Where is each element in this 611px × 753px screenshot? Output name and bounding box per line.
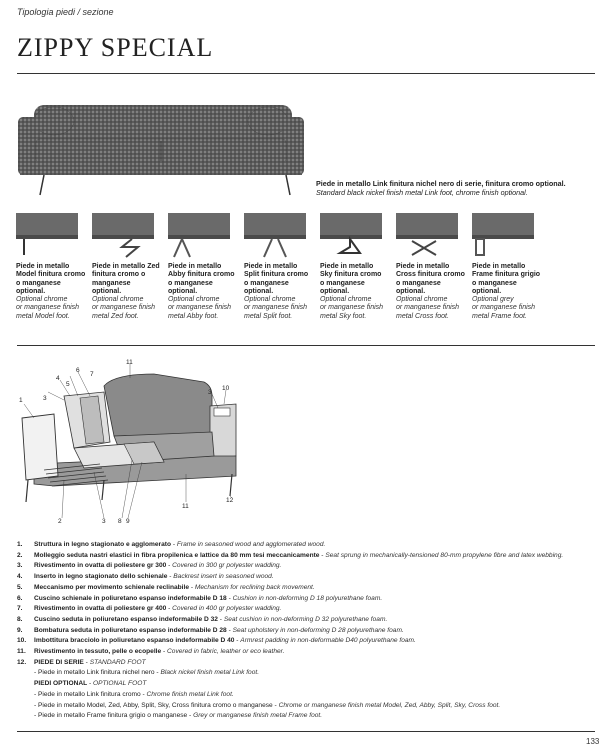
legend-item: 10. Imbottitura bracciolo in poliuretano espanso indeformabile D 40 - Armrest padding in non-deformable D40 polyurethane foam. (17, 637, 416, 645)
foot-cross (396, 213, 468, 321)
foot-caption-line: optional. (16, 287, 46, 295)
legend-item: 7. Rivestimento in ovatta di poliestere gr 400 - Covered in 400 gr polyester wadding. (17, 605, 282, 613)
foot-caption-line: finitura cromo o (92, 271, 146, 279)
foot-caption-line: Optional chrome (320, 296, 372, 304)
foot-caption-line: or manganese finish (168, 304, 232, 312)
page-number: 133 (586, 737, 600, 746)
foot-caption-line: Piede in metallo Zed (92, 263, 160, 270)
legend-subitem: - Piede in metallo Model, Zed, Abby, Split, Sky, Cross finitura cromo o manganese - Chrome or manganese finish metal Model, Zed, Abby, Split, Sky, Cross foot. (34, 701, 501, 709)
legend-item: 12. PIEDE DI SERIE - STANDARD FOOT (17, 658, 146, 666)
foot-caption-line: metal Split foot. (244, 312, 293, 320)
foot-caption-line: or manganese finish (472, 304, 536, 312)
legend-item: 1. Struttura in legno stagionato e agglomerato - Frame in seasoned wood and agglomerated wood. (17, 541, 326, 548)
diagram-label: 10 (222, 385, 230, 392)
legend-subheading: PIEDI OPTIONAL - OPTIONAL FOOT (34, 680, 147, 688)
sofa-hero-image (16, 95, 306, 200)
foot-caption-line: Model finitura cromo (16, 271, 86, 279)
foot-caption-line: Piede in metallo (472, 263, 526, 270)
foot-caption-line: Optional chrome (396, 296, 448, 304)
foot-caption-line: or manganese finish (16, 304, 80, 312)
foot-caption-line: Piede in metallo (244, 263, 298, 270)
foot-zed (92, 213, 164, 321)
foot-frame (472, 213, 544, 321)
foot-caption-line: Piede in metallo (320, 263, 374, 270)
sofa-section-diagram (14, 356, 264, 526)
foot-caption-line: metal Model foot. (16, 312, 70, 320)
top-rule (17, 73, 595, 74)
hero-caption (316, 179, 601, 197)
diagram-label: 11 (182, 503, 189, 510)
component-legend (17, 540, 607, 722)
foot-sky-caption (320, 263, 392, 321)
foot-caption-line: or manganese finish (320, 304, 384, 312)
foot-abby (168, 213, 240, 321)
foot-caption-line: Optional grey (472, 296, 514, 304)
foot-model-image (16, 213, 78, 259)
legend-item: 9. Bombatura seduta in poliuretano espanso indeformabile D 28 - Seat upholstery in non-deforming D 28 polyurethane foam. (17, 626, 404, 634)
foot-caption-line: optional. (168, 287, 198, 295)
foot-split (244, 213, 316, 321)
foot-split-caption (244, 263, 316, 321)
diagram-label: 4 (56, 375, 60, 382)
foot-abby-caption (168, 263, 240, 321)
foot-model (16, 213, 88, 321)
legend-subitem: - Piede in metallo Frame finitura grigio o manganese - Grey or manganese finish metal Frame foot. (34, 712, 323, 720)
foot-cross-image (396, 213, 458, 259)
foot-caption-line: o manganese (396, 279, 441, 287)
hero-caption-it: Piede in metallo Link finitura nichel nero di serie, finitura cromo optional. (316, 179, 566, 188)
foot-frame-image (472, 213, 534, 259)
foot-caption-line: Frame finitura grigio (472, 271, 541, 279)
foot-model-caption (16, 263, 88, 321)
diagram-label: 3 (43, 395, 47, 402)
diagram-label: 8 (118, 518, 122, 525)
diagram-label: 6 (76, 367, 80, 374)
foot-caption-line: Optional chrome (16, 296, 68, 304)
foot-caption-line: or manganese finish (244, 304, 308, 312)
diagram-label: 11 (126, 359, 133, 366)
foot-frame-caption (472, 263, 544, 321)
legend-subitem: - Piede in metallo Link finitura cromo - Chrome finish metal Link foot. (34, 690, 234, 698)
foot-caption-line: o manganese (472, 279, 517, 287)
foot-caption-line: Optional chrome (168, 296, 220, 304)
legend-item: 3. Rivestimento in ovatta di poliestere gr 300 - Covered in 300 gr polyester wadding. (17, 562, 282, 570)
legend-item: 6. Cuscino schienale in poliuretano espanso indeformabile D 18 - Cushion in non-deforming D 18 polyurethane foam. (17, 594, 383, 602)
foot-caption-line: o manganese (16, 279, 61, 287)
foot-zed-image (92, 213, 154, 259)
diagram-label: 9 (126, 518, 130, 525)
legend-subitem: - Piede in metallo Link finitura nichel nero - Black nickel finish metal Link foot. (34, 669, 260, 677)
foot-caption-line: optional. (92, 287, 122, 295)
foot-caption-line: Split finitura cromo (244, 271, 309, 279)
foot-caption-line: o manganese (320, 279, 365, 287)
foot-caption-line: Sky finitura cromo (320, 271, 382, 279)
legend-item: 4. Inserto in legno stagionato dello schienale - Backrest insert in seasoned wood. (17, 573, 274, 581)
foot-split-image (244, 213, 306, 259)
foot-caption-line: Optional chrome (92, 296, 144, 304)
foot-caption-line: metal Sky foot. (320, 312, 367, 320)
foot-caption-line: metal Frame foot. (472, 312, 527, 320)
foot-abby-image (168, 213, 230, 259)
foot-caption-line: optional. (472, 287, 502, 295)
foot-caption-line: Piede in metallo (168, 263, 222, 270)
foot-caption-line: Piede in metallo (396, 263, 450, 270)
foot-caption-line: metal Cross foot. (396, 312, 449, 320)
foot-zed-caption (92, 263, 164, 321)
diagram-label: 12 (226, 497, 234, 504)
foot-caption-line: Abby finitura cromo (168, 271, 235, 279)
foot-sky (320, 213, 392, 321)
foot-caption-line: Optional chrome (244, 296, 296, 304)
foot-caption-line: o manganese (244, 279, 289, 287)
foot-caption-line: Piede in metallo (16, 263, 70, 270)
foot-caption-line: or manganese finish (396, 304, 460, 312)
foot-caption-line: manganese (92, 279, 131, 287)
diagram-label: 3 (102, 518, 106, 525)
section-label: Tipologia piedi / sezione (17, 7, 114, 17)
page-title (17, 33, 213, 63)
foot-cross-caption (396, 263, 468, 321)
foot-caption-line: Cross finitura cromo (396, 271, 465, 279)
legend-item: 8. Cuscino seduta in poliuretano espanso indeformabile D 32 - Seat cushion in non-deforming D 32 polyurethane foam. (17, 615, 388, 623)
diagram-label: 2 (58, 518, 62, 525)
foot-caption-line: o manganese (168, 279, 213, 287)
foot-caption-line: metal Zed foot. (92, 312, 139, 320)
bottom-rule (17, 731, 595, 732)
title-light: SPECIAL (100, 33, 214, 62)
legend-item: 11. Rivestimento in tessuto, pelle o ecopelle - Covered in fabric, leather or eco leather. (17, 648, 285, 656)
diagram-label: 7 (90, 371, 94, 378)
legend-item: 2. Molleggio seduta nastri elastici in fibra propilenica e lattice da 80 mm tesi meccanicamente - Seat sprung in mechanically-tensioned 80-mm propylene fibre and latex webbing. (17, 551, 564, 559)
hero-caption-en: Standard black nickel finish metal Link foot, chrome finish optional. (316, 188, 528, 197)
foot-caption-line: optional. (396, 287, 426, 295)
legend-item: 5. Meccanismo per movimento schienale reclinabile - Mechanism for reclining back movement. (17, 583, 315, 591)
diagram-label: 1 (19, 397, 23, 404)
foot-caption-line: optional. (244, 287, 274, 295)
title-main: ZIPPY (17, 33, 94, 62)
foot-sky-image (320, 213, 382, 259)
diagram-label: 5 (66, 381, 70, 388)
foot-caption-line: or manganese finish (92, 304, 156, 312)
middle-rule (17, 345, 595, 346)
foot-caption-line: metal Abby foot. (168, 312, 219, 320)
foot-caption-line: optional. (320, 287, 350, 295)
diagram-label: 3 (208, 389, 212, 396)
